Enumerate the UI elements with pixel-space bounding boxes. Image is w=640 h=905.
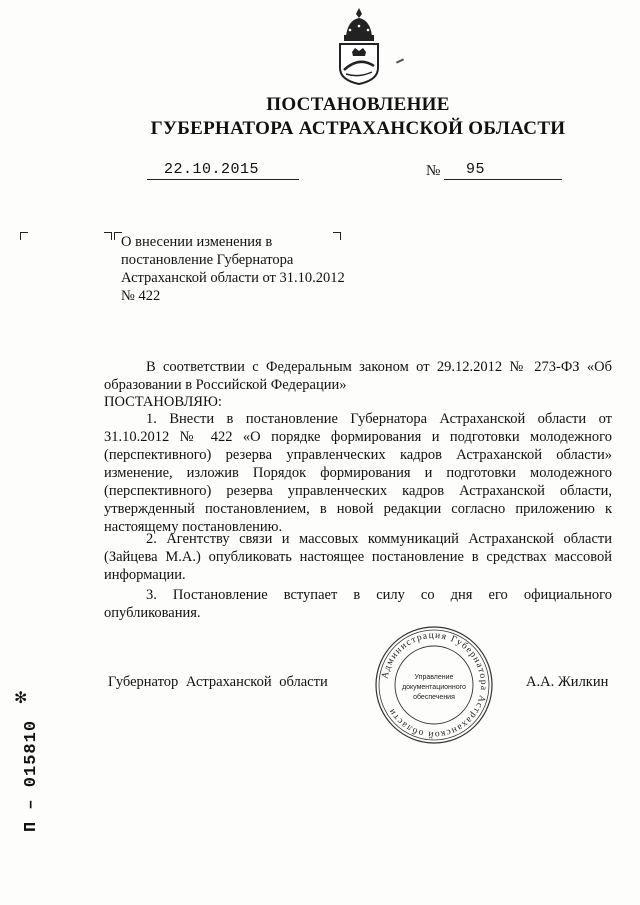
corner-bracket-subject-a <box>104 232 112 240</box>
coat-of-arms-emblem <box>328 6 390 86</box>
corner-bracket-left <box>20 232 28 240</box>
clause-2: 2. Агентству связи и массовых коммуникаций Астраханской области (Зайцева М.А.) опубликовать настоящее постановление в средствах массовой информации. <box>104 531 612 583</box>
signatory-position: Губернатор Астраханской области <box>108 674 328 690</box>
stamp-ring-text: Администрация Губернатора Астраханской области <box>380 630 489 740</box>
stamp-center-line-3: обеспечения <box>413 694 455 701</box>
official-stamp <box>374 625 494 745</box>
decree-word: ПОСТАНОВЛЯЮ: <box>104 394 222 410</box>
stamp-center-line-2: документационного <box>402 684 466 691</box>
registration-code: П – 015810 <box>22 719 41 832</box>
stamp-center-line-1: Управление <box>414 674 454 681</box>
document-issuer: ГУБЕРНАТОРА АСТРАХАНСКОЙ ОБЛАСТИ <box>150 118 566 139</box>
document-subject: О внесении изменения в постановление Губернатора Астраханской области от 31.10.2012 № 422 <box>121 234 345 304</box>
signatory-name: А.А. Жилкин <box>526 674 609 690</box>
scan-speck <box>396 58 404 63</box>
number-underline <box>444 162 562 180</box>
clause-1: 1. Внести в постановление Губернатора Астраханской области от 31.10.2012 № 422 «О порядке формирования и подготовки молодежного (перспективного) резерва управленческих кадров Астраханской области» изменение, изложив Порядок формирования и подготовки молодежного (перспективного) резерва управленческих кадров Астраханской области, утвержденный постановлением, в новой редакции согласно приложению к настоящему постановлению. <box>104 411 612 535</box>
document-number: 95 <box>466 161 486 178</box>
document-date: 22.10.2015 <box>164 161 260 178</box>
side-asterisk-mark: ✻ <box>14 690 28 707</box>
document-title: ПОСТАНОВЛЕНИЕ <box>266 94 450 115</box>
number-sign: № <box>426 163 441 179</box>
preamble-paragraph: В соответствии с Федеральным законом от 29.12.2012 № 273-ФЗ «Об образовании в Российской Федерации» <box>104 359 612 393</box>
clause-3: 3. Постановление вступает в силу со дня его официального опубликования. <box>104 587 612 621</box>
